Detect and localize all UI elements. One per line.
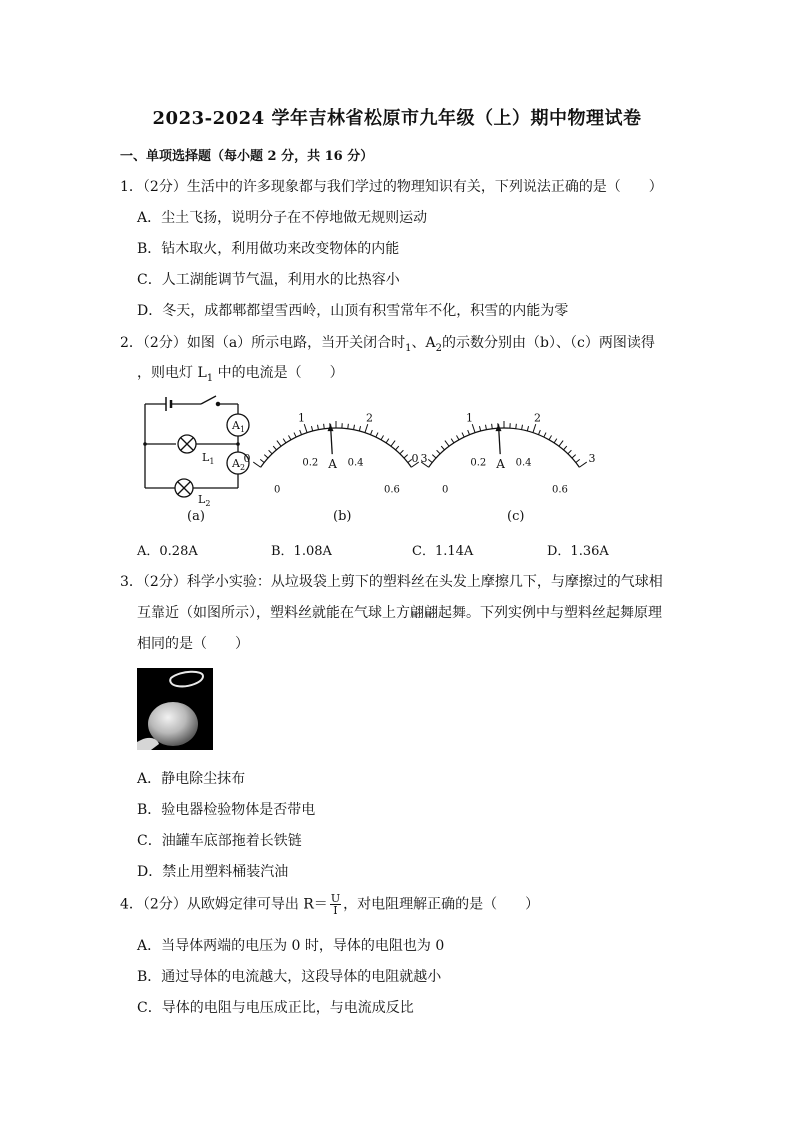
lamp-l1-label: $L_1$ <box>202 451 215 466</box>
dial-tick <box>549 435 551 439</box>
dial-tick <box>381 435 383 439</box>
circuit-diagram <box>136 392 256 508</box>
dial-tick <box>544 433 546 438</box>
dial-tick <box>348 424 349 429</box>
upper-scale-label: 3 <box>588 452 596 466</box>
lower-scale-label: 0.4 <box>347 457 364 469</box>
q3-stem-line1: 3．（2分）科学小实验：从垃圾袋上剪下的塑料丝在头发上摩擦几下，与摩擦过的气球相 <box>120 574 663 590</box>
section-heading: 一、单项选择题（每小题 2 分，共 16 分） <box>120 149 374 164</box>
lower-scale-label: 0.6 <box>383 484 400 496</box>
upper-scale-label: 2 <box>533 411 541 425</box>
q1-option-a: A．尘土飞扬，说明分子在不停地做无规则运动 <box>137 210 428 226</box>
dial-tick <box>559 441 563 447</box>
dial-tick <box>391 441 395 447</box>
figure-caption-c: (c) <box>507 509 525 524</box>
dial-tick <box>294 433 296 438</box>
q3-stem-line3: 相同的是（ ） <box>137 636 249 652</box>
dial-tick <box>400 450 403 454</box>
unit-label: A <box>496 457 505 472</box>
dial-tick <box>324 424 325 429</box>
dial-tick <box>264 455 268 458</box>
figure-caption-b: (b) <box>333 509 352 524</box>
q1-option-c: C．人工湖能调节气温，利用水的比热容小 <box>137 272 400 288</box>
q2-option-b: B．1.08A <box>271 544 332 559</box>
dial-tick <box>277 441 281 447</box>
q3-option-a: A．静电除尘抹布 <box>137 771 246 787</box>
ammeter-a1-label: $A_1$ <box>232 419 246 434</box>
dial-tick <box>428 459 432 462</box>
unit-label: A <box>328 457 337 472</box>
q4-option-c: C．导体的电阻与电压成正比，与电流成反比 <box>137 1000 414 1016</box>
upper-scale-label: 1 <box>298 411 306 425</box>
dial-tick <box>572 455 576 458</box>
lower-scale-label: 0.2 <box>302 457 319 469</box>
dial-tick <box>456 435 458 439</box>
dial-tick <box>283 439 286 443</box>
upper-scale-label: 2 <box>365 411 373 425</box>
dial-tick <box>354 425 355 430</box>
dial-tick <box>370 430 372 435</box>
dial-tick <box>479 426 480 431</box>
dial-tick <box>441 446 444 450</box>
upper-scale-label: 3 <box>420 452 428 466</box>
q3-option-c: C．油罐车底部拖着长铁链 <box>137 833 302 849</box>
lower-scale-label: 0.2 <box>470 457 487 469</box>
q2-stem: 2．（2分）如图（a）所示电路，当开关闭合时$_1$、$A_2$的示数分别由（b）、（c）两图读得 <box>120 335 655 354</box>
q1-option-d: D．冬天，成都郫都望雪西岭，山顶有积雪常年不化，积雪的内能为零 <box>137 303 569 319</box>
q1-stem: 1．（2分）生活中的许多现象都与我们学过的物理知识有关，下列说法正确的是（ ） <box>120 179 663 195</box>
dial-tick <box>260 459 264 462</box>
q2-stem-cont: ，则电灯 $L_1$ 中的电流是（ ） <box>137 365 344 384</box>
dial-tick <box>472 424 475 433</box>
lower-scale-label: 0 <box>442 484 449 496</box>
dial-tick <box>404 455 408 458</box>
dial-tick <box>376 433 378 438</box>
dial-tick <box>564 446 567 450</box>
dial-tick <box>432 455 436 458</box>
dial-tick <box>527 426 528 431</box>
dial-tick <box>492 424 493 429</box>
q2-option-a: A．0.28A <box>137 544 198 559</box>
q3-option-b: B．验电器检验物体是否带电 <box>137 802 316 818</box>
dial-tick <box>365 424 368 433</box>
dial-tick <box>579 462 586 467</box>
dial-tick <box>269 450 272 454</box>
q3-option-d: D．禁止用塑料桶装汽油 <box>137 864 289 880</box>
dial-tick <box>538 430 540 435</box>
dial-tick <box>522 425 523 430</box>
dial-tick <box>437 450 440 454</box>
dial-tick <box>451 439 454 443</box>
lower-scale-label: 0.4 <box>515 457 532 469</box>
dial-tick <box>359 426 360 431</box>
q4-option-b: B．通过导体的电流越大，这段导体的电阻就越小 <box>137 969 442 985</box>
dial-tick <box>304 424 307 433</box>
dial-tick <box>462 433 464 438</box>
dial-tick <box>485 425 486 430</box>
ammeter-a2-label: $A_2$ <box>232 457 246 472</box>
dial-tick <box>300 430 302 435</box>
dial-tick <box>288 435 290 439</box>
lower-scale-label: 0 <box>274 484 281 496</box>
q3-stem-line2: 互靠近（如图所示），塑料丝就能在气球上方翩翩起舞。下列实例中与塑料丝起舞原理 <box>137 605 662 621</box>
dial-tick <box>445 441 449 447</box>
dial-tick <box>576 459 580 462</box>
dial-tick <box>568 450 571 454</box>
dial-tick <box>386 439 389 443</box>
dial-tick <box>311 426 312 431</box>
dial-tick <box>516 424 517 429</box>
dial-tick <box>273 446 276 450</box>
q2-option-c: C．1.14A <box>412 544 474 559</box>
dial-tick <box>554 439 557 443</box>
page-title: 2023-2024 学年吉林省松原市九年级（上）期中物理试卷 <box>152 108 642 129</box>
q1-option-b: B．钻木取火，利用做功来改变物体的内能 <box>137 241 400 257</box>
upper-scale-label: 1 <box>466 411 474 425</box>
q4-option-a: A．当导体两端的电压为 0 时，导体的电阻也为 0 <box>137 938 445 954</box>
formula-fraction: $\frac{U}{I}$ <box>330 892 341 917</box>
q4-stem: 4．（2分）从欧姆定律可导出 R＝ $\frac{U}{I}$ ，对电阻理解正确的是（ ） <box>120 892 540 917</box>
figure-caption-a: (a) <box>187 509 205 524</box>
dial-tick <box>468 430 470 435</box>
upper-scale-label: 0 <box>243 452 251 466</box>
ammeter-dial-c <box>411 402 606 496</box>
balloon-photo <box>137 668 213 750</box>
dial-tick <box>317 425 318 430</box>
upper-scale-label: 0 <box>411 452 419 466</box>
lower-scale-label: 0.6 <box>551 484 568 496</box>
dial-tick <box>396 446 399 450</box>
q2-option-d: D．1.36A <box>547 544 609 559</box>
lamp-l2-label: $L_2$ <box>198 493 211 508</box>
dial-tick <box>533 424 536 433</box>
